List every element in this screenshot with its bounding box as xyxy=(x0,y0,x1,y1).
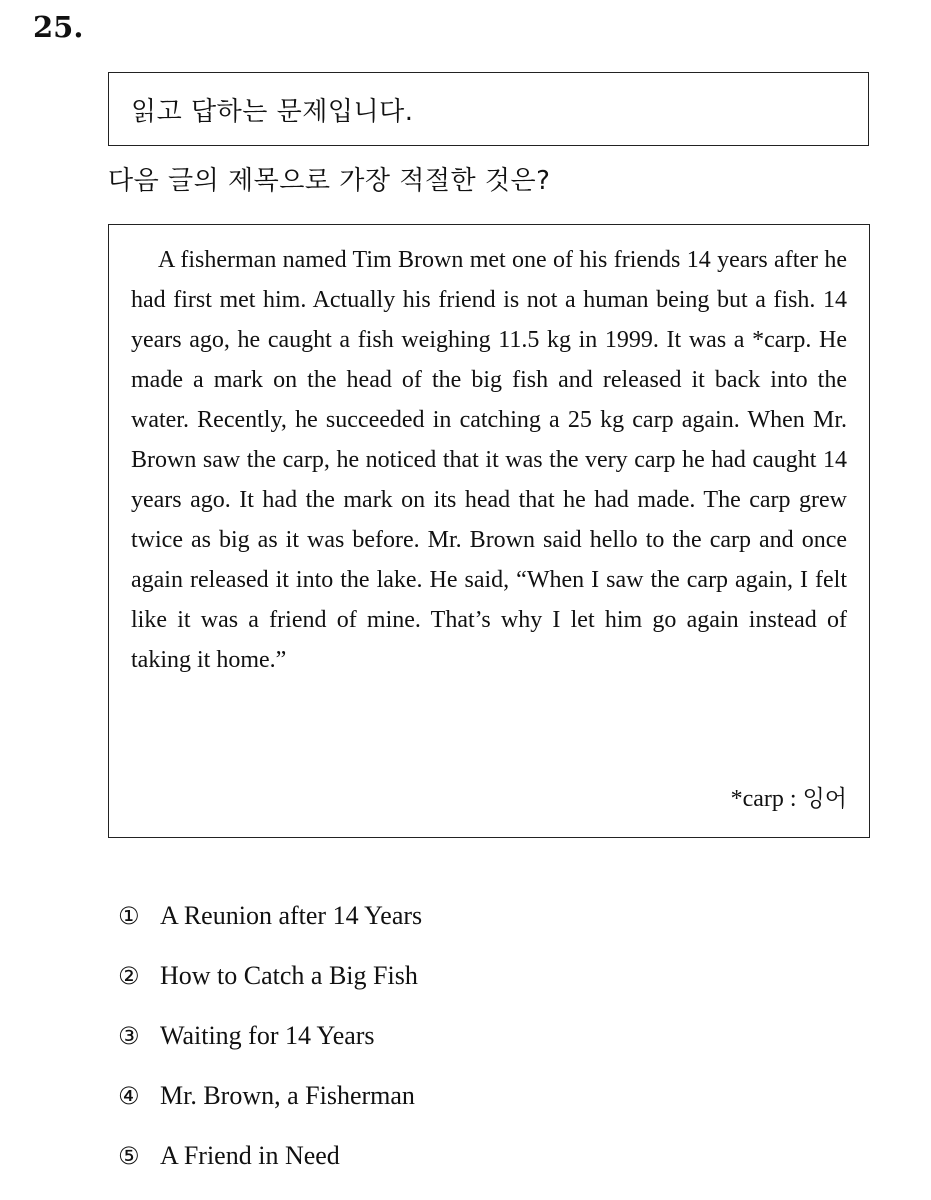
footnote-meaning: 잉어 xyxy=(802,786,847,812)
choice-text: A Friend in Need xyxy=(160,1141,340,1170)
choice-text: How to Catch a Big Fish xyxy=(160,961,418,990)
passage-text: A fisherman named Tim Brown met one of his friends 14 years after he had first met him. Actually his friend is not a human being but a fish. 14 years ago, he caught a fish weighing 11.5 kg in 1999. It was a *carp. He made a mark on the head of the big fish and released it back into the water. Recently, he succeeded in catching a 25 kg carp again. When Mr. Brown saw the carp, he noticed that it was the very carp he had caught 14 years ago. It had the mark on its head that he had made. The carp grew twice as big as it was before. Mr. Brown said hello to the carp and once again released it into the lake. He said, “When I saw the carp again, I felt like it was a friend of mine. That’s why I let him go again instead of taking it home.” xyxy=(131,247,847,673)
choice-1[interactable] xyxy=(118,900,422,960)
instruction-box xyxy=(108,72,869,146)
choice-number: ⑤ xyxy=(118,1142,140,1170)
answer-choices xyxy=(118,900,422,1200)
choice-number: ② xyxy=(118,962,140,990)
footnote-term: *carp : xyxy=(730,786,803,812)
question-number: 25. xyxy=(33,10,84,44)
choice-5[interactable] xyxy=(118,1140,422,1200)
choice-text: Waiting for 14 Years xyxy=(160,1021,375,1050)
footnote xyxy=(731,780,847,813)
choice-text: Mr. Brown, a Fisherman xyxy=(160,1081,415,1110)
choice-number: ④ xyxy=(118,1082,140,1110)
instruction-text: 읽고 답하는 문제입니다. xyxy=(131,97,414,127)
choice-number: ③ xyxy=(118,1022,140,1050)
choice-number: ① xyxy=(118,902,140,930)
passage-box xyxy=(108,224,870,838)
question-prompt: 다음 글의 제목으로 가장 적절한 것은? xyxy=(108,166,551,196)
choice-3[interactable] xyxy=(118,1020,422,1080)
choice-2[interactable] xyxy=(118,960,422,1020)
choice-4[interactable] xyxy=(118,1080,422,1140)
choice-text: A Reunion after 14 Years xyxy=(160,901,423,930)
